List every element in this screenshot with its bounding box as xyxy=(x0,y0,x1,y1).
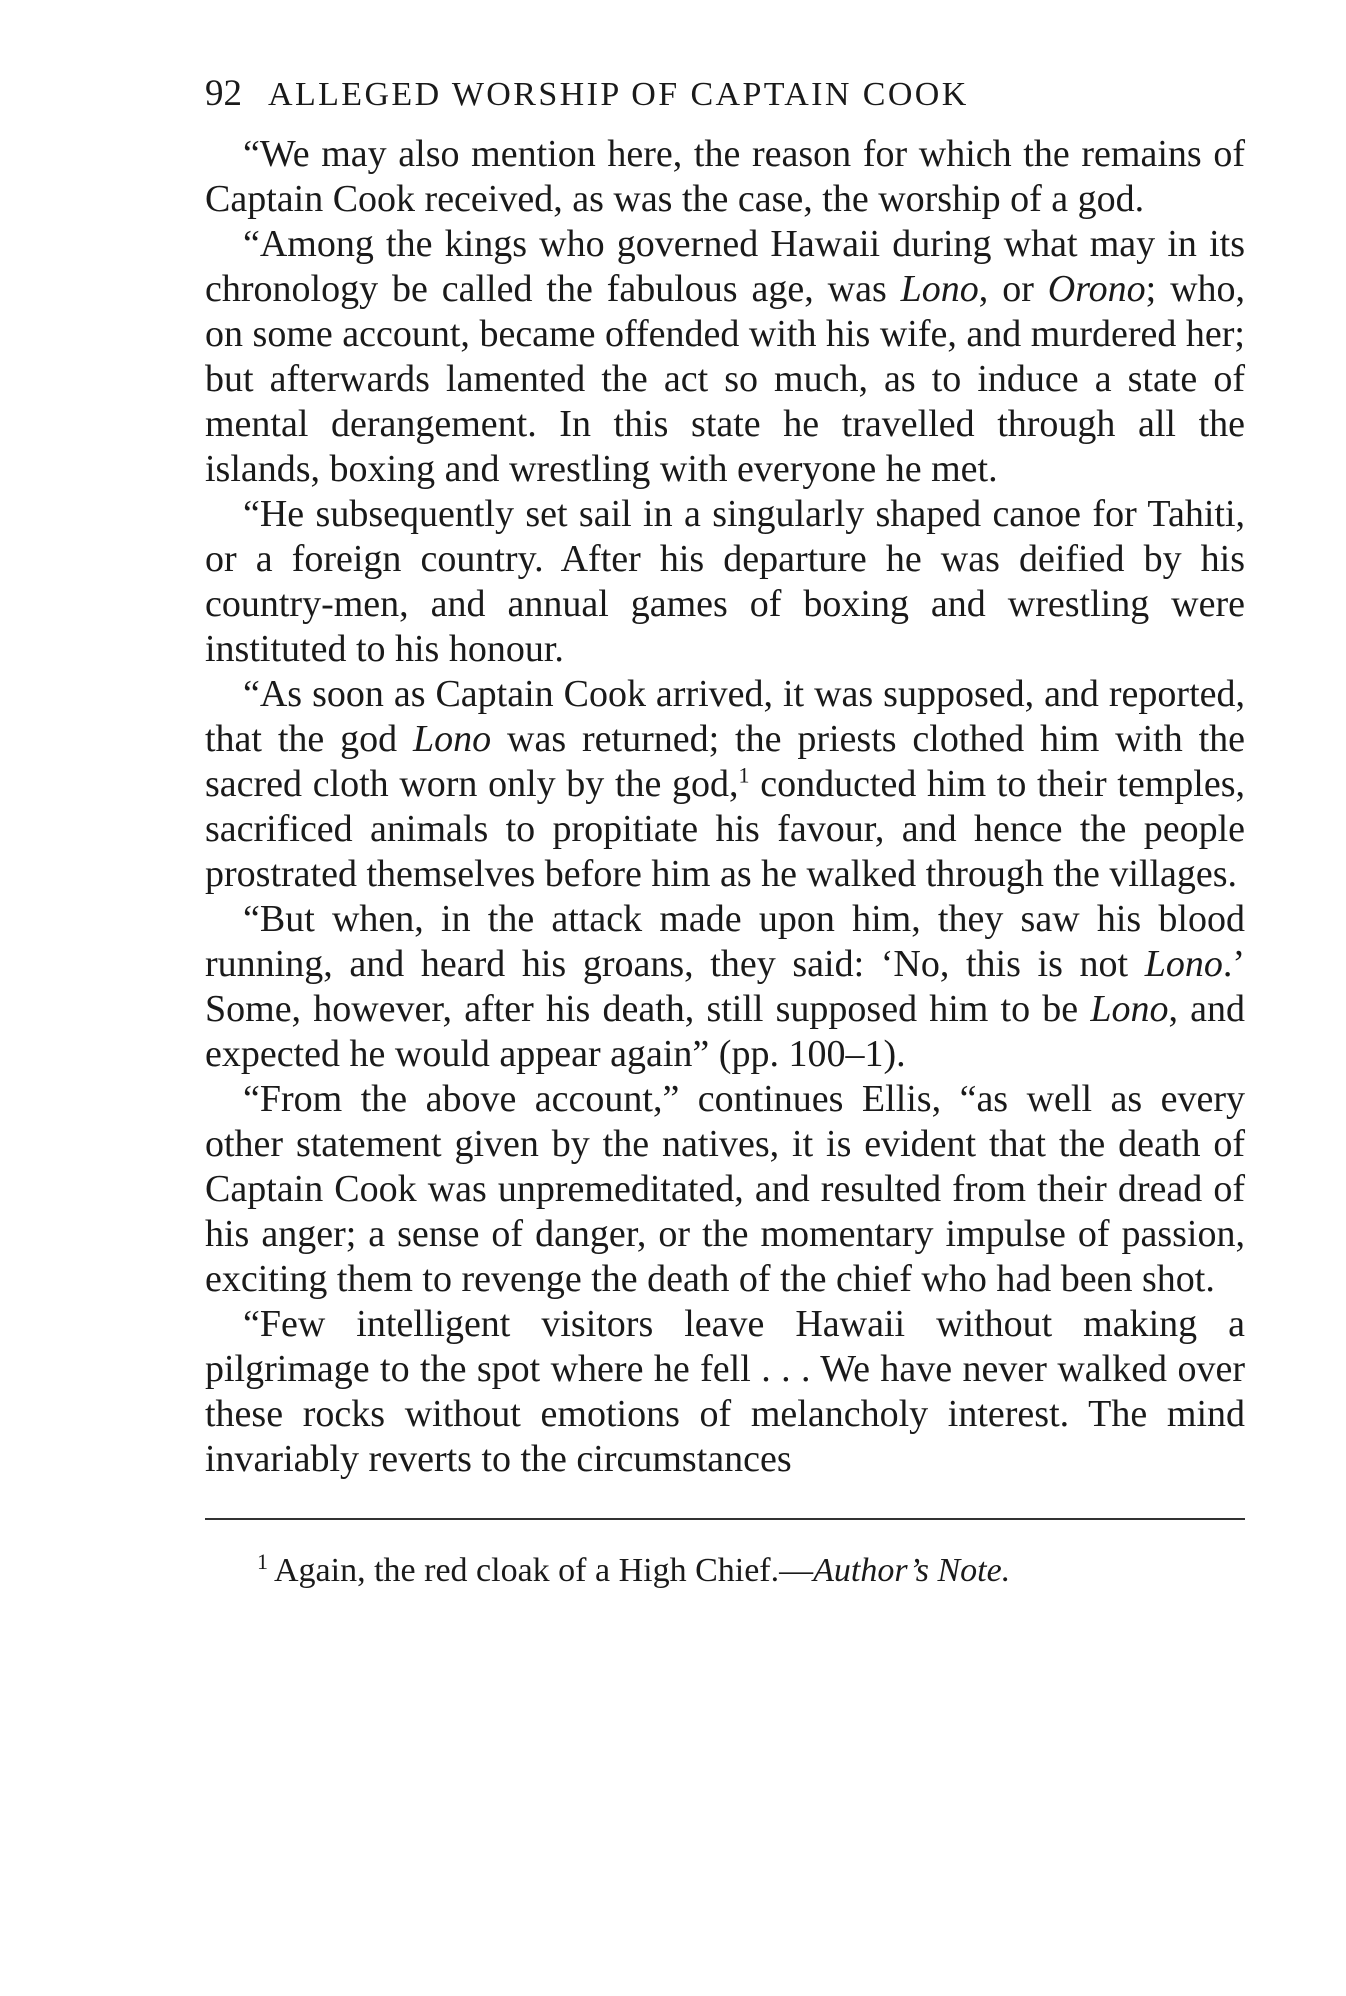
name-lono: Lono xyxy=(413,718,492,760)
paragraph-5-text-b: .’ Some, however, after his death, still supposed him to be xyxy=(205,943,1245,1030)
body-text xyxy=(205,132,1245,1482)
book-page xyxy=(205,72,1245,1592)
running-head xyxy=(205,72,1245,132)
paragraph-2-text-b: , or xyxy=(978,268,1048,310)
paragraph-4-text-a: “As soon as Captain Cook arrived, it was supposed, and reported, that the god xyxy=(205,673,1245,760)
footnote-text: Again, the red cloak of a High Chief.— xyxy=(274,1552,814,1589)
paragraph-1: “We may also mention here, the reason for which the remains of Captain Cook received, as was the case, the worship of a god. xyxy=(205,133,1245,220)
paragraph-4-text-c: conducted him to their temples, sacrificed animals to propitiate his favour, and hence the people prostrated themselves before him as he walked through the villages. xyxy=(205,763,1245,895)
name-lono: Lono xyxy=(1144,943,1223,985)
paragraph-4 xyxy=(205,672,1245,897)
paragraph-6: “From the above account,” continues Ellis, “as well as every other statement given by the natives, it is evident that the death of Captain Cook was unpremeditated, and resulted from their dread of his anger; a sense of danger, or the momentary impulse of passion, exciting them to revenge the death of the chief who had been shot. xyxy=(205,1078,1245,1300)
paragraph-5 xyxy=(205,897,1245,1077)
footnote-reference: 1 xyxy=(738,762,750,788)
paragraph-7: “Few intelligent visitors leave Hawaii without making a pilgrimage to the spot where he fell . . . We have never walked over these rocks without emotions of melancholy interest. The mind invariably reverts to the circumstances xyxy=(205,1303,1245,1480)
paragraph-2-text-a: “Among the kings who governed Hawaii during what may in its chronology be called the fabulous age, was xyxy=(205,223,1245,310)
paragraph-5-text-c: , and expected he would appear again” (pp. 100–1). xyxy=(205,988,1245,1075)
running-title: ALLEGED WORSHIP OF CAPTAIN COOK xyxy=(268,76,969,113)
footnote-attribution: Author’s Note. xyxy=(813,1552,1011,1589)
paragraph-2-text-c: ; who, on some account, became offended with his wife, and murdered her; but afterwards lamented the act so much, as to induce a state of mental derangement. In this state he travelled through all the islands, boxing and wrestling with everyone he met. xyxy=(205,268,1246,490)
page-number: 92 xyxy=(205,73,242,114)
paragraph-4-text-b: was returned; the priests clothed him with the sacred cloth worn only by the god, xyxy=(205,718,1245,805)
footnote xyxy=(205,1550,1245,1592)
name-orono: Orono xyxy=(1047,268,1146,310)
name-lono: Lono xyxy=(900,268,979,310)
paragraph-2 xyxy=(205,222,1245,492)
footnote-marker: 1 xyxy=(257,1548,268,1574)
paragraph-5-text-a: “But when, in the attack made upon him, they saw his blood running, and heard his groans, they said: ‘No, this is not xyxy=(205,898,1245,985)
name-lono: Lono xyxy=(1090,988,1169,1030)
footnote-divider xyxy=(205,1518,1245,1520)
paragraph-3: “He subsequently set sail in a singularly shaped canoe for Tahiti, or a foreign country. After his departure he was deified by his country-men, and annual games of boxing and wrestling were instituted to his honour. xyxy=(205,493,1245,670)
